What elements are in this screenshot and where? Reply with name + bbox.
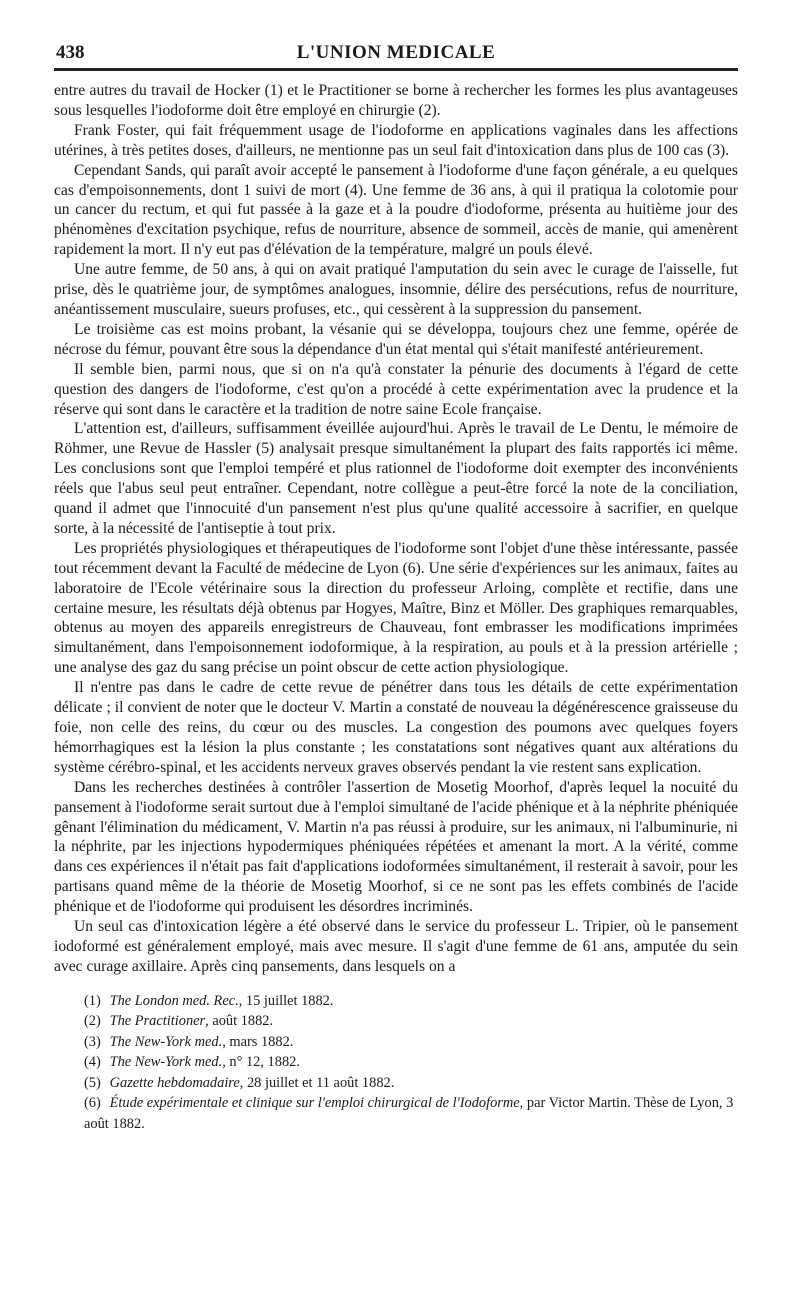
- footnote-number: (5): [84, 1074, 101, 1091]
- footnote: [84, 1011, 738, 1032]
- footnote-number: (4): [84, 1054, 101, 1071]
- paragraph: Un seul cas d'intoxication légère a été observé dans le service du professeur L. Tripier, où le pansement iodoformé est généralement employé, mais avec mesure. Il s'agit d'une femme de 61 ans, amputée du sein avec curage axillaire. Après cinq pansements, dans lesquels on a: [54, 918, 738, 975]
- footnote-reference: Gazette hebdomadaire: [109, 1074, 240, 1091]
- footnote-detail: , par Victor Martin. Thèse de Lyon, 3 août 1882.: [84, 1095, 734, 1132]
- footnote-reference: The New-York med.: [109, 1054, 223, 1071]
- footnote-reference: Étude expérimentale et clinique sur l'emploi chirurgical de l'Iodoforme: [109, 1095, 520, 1112]
- footnote-reference: The Practitioner: [109, 1013, 206, 1030]
- footnote: [84, 1032, 738, 1053]
- paragraph: Il n'entre pas dans le cadre de cette revue de pénétrer dans tous les détails de cette expérimentation délicate ; il convient de noter que le docteur V. Martin a constaté de nouveau la dégénérescence graisseuse du foie, non celle des reins, du cœur ou des muscles. La congestion des poumons avec quelques foyers hémorrhagiques est la lésion la plus constante ; les constatations sont négatives quant aux altérations du système cérébro-spinal, et les accidents nerveux graves observés pendant la vie restent sans explication.: [54, 679, 738, 776]
- footnote-reference: The New-York med.: [109, 1033, 223, 1050]
- footnote-detail: , 15 juillet 1882.: [238, 992, 334, 1009]
- footnote-reference: The London med. Rec.: [109, 992, 239, 1009]
- paragraph: Une autre femme, de 50 ans, à qui on avait pratiqué l'amputation du sein avec le curage de l'aisselle, fut prise, dès le quatrième jour, de symptômes analogues, insomnie, délire des persécutions, refus de nourriture, anéantissement musculaire, sueurs profuses, etc., qui cessèrent à la suppression du pansement.: [54, 261, 738, 318]
- paragraph: Les propriétés physiologiques et thérapeutiques de l'iodoforme sont l'objet d'une thèse intéressante, passée tout récemment devant la Faculté de médecine de Lyon (6). Une série d'expériences sur les animaux, faites au laboratoire de l'Ecole vétérinaire sous la direction du professeur Arloing, complète et rectifie, dans une certaine mesure, les résultats déjà obtenus par Hogyes, Maître, Binz et Möller. Des graphiques remarquables, obtenus au moyen des appareils enregistreurs de Chauveau, font embrasser les modifications imprimées simultanément, dans l'empoisonnement iodoformique, à la respiration, au pouls et à la pression artérielle ; une analyse des gaz du sang précise un point obscur de cette action physiologique.: [54, 539, 738, 677]
- footnote-detail: , mars 1882.: [222, 1033, 294, 1050]
- running-title: L'UNION MEDICALE: [296, 42, 496, 63]
- footnote-number: (2): [84, 1013, 101, 1030]
- footnote-detail: , n° 12, 1882.: [222, 1054, 300, 1071]
- footnotes: [54, 991, 738, 1135]
- footnote-detail: , août 1882.: [205, 1013, 274, 1030]
- footnote: [84, 1052, 738, 1073]
- footnote: [84, 991, 738, 1012]
- page-number: 438: [56, 42, 85, 63]
- footnote-number: (3): [84, 1033, 101, 1050]
- footnote: [84, 1093, 738, 1134]
- paragraph: Le troisième cas est moins probant, la vésanie qui se développa, toujours chez une femme, opérée de nécrose du fémur, pouvant être sous la dépendance d'un état mental qui s'était manifesté antérieurement.: [54, 320, 738, 358]
- footnote: [84, 1073, 738, 1094]
- paragraph: L'attention est, d'ailleurs, suffisamment éveillée aujourd'hui. Après le travail de Le Dentu, le mémoire de Röhmer, une Revue de Hassler (5) analysait presque simultanément la plupart des faits rapportés ici même. Les conclusions sont que l'emploi tempéré et plus rationnel de l'iodoforme doit exempter des inconvénients réels que l'abus seul peut entraîner. Cependant, notre collègue a peut-être forcé la note de la conciliation, quand il admet que l'innocuité d'un pansement n'est plus qu'une qualité accessoire à sacrifier, en quelque sorte, à la nécessité de l'antiseptie à tout prix.: [54, 420, 738, 537]
- paragraph: Dans les recherches destinées à contrôler l'assertion de Mosetig Moorhof, d'après lequel la nocuité du pansement à l'iodoforme serait surtout due à l'emploi simultané de l'acide phénique et à la néphrite phéniquée gênant l'élimination du médicament, V. Martin n'a pas réussi à produire, sur les animaux, ni l'albuminurie, ni la néphrite, par les injections hypodermiques phéniquées répétées et amenant la mort. A la vérité, comme dans ces expériences il n'était pas fait d'applications iodoformées simultanément, il resterait à savoir, pour les partisans quand même de la théorie de Mosetig Moorhof, si ce ne sont pas les effets combinés de l'acide phénique et de l'iodoforme qui produisent les désordres incriminés.: [54, 778, 738, 916]
- article-body: [54, 81, 738, 977]
- footnote-number: (1): [84, 992, 101, 1009]
- paragraph: Cependant Sands, qui paraît avoir accepté le pansement à l'iodoforme d'une façon générale, a eu quelques cas d'empoisonnements, dont 1 suivi de mort (4). Une femme de 36 ans, à qui il pratiqua la colotomie pour un cancer du rectum, et qui fut passée à la gaze et à la poudre d'iodoforme, présenta au huitième jour des phénomènes d'excitation psychique, refus de nourriture, absence de sommeil, accès de manie, qui amenèrent rapidement la mort. Il n'y eut pas d'élévation de la température, malgré un pouls élevé.: [54, 161, 738, 259]
- paragraph: Il semble bien, parmi nous, que si on n'a qu'à constater la pénurie des documents à l'égard de cette question des dangers de l'iodoforme, c'est qu'on a procédé à cette expérimentation avec la prudence et la réserve qui sont dans le caractère et la tradition de notre saine Ecole française.: [54, 360, 738, 418]
- paragraph: entre autres du travail de Hocker (1) et le Practitioner se borne à rechercher les formes les plus avantageuses sous lesquelles l'iodoforme doit être employé en chirurgie (2).: [54, 82, 738, 119]
- footnote-number: (6): [84, 1095, 101, 1112]
- footnote-detail: , 28 juillet et 11 août 1882.: [239, 1074, 395, 1091]
- paragraph: Frank Foster, qui fait fréquemment usage de l'iodoforme en applications vaginales dans les affections utérines, à très petites doses, d'ailleurs, ne mentionne pas un seul fait d'intoxication dans plus de 100 cas (3).: [54, 121, 738, 159]
- page-header: [54, 40, 738, 71]
